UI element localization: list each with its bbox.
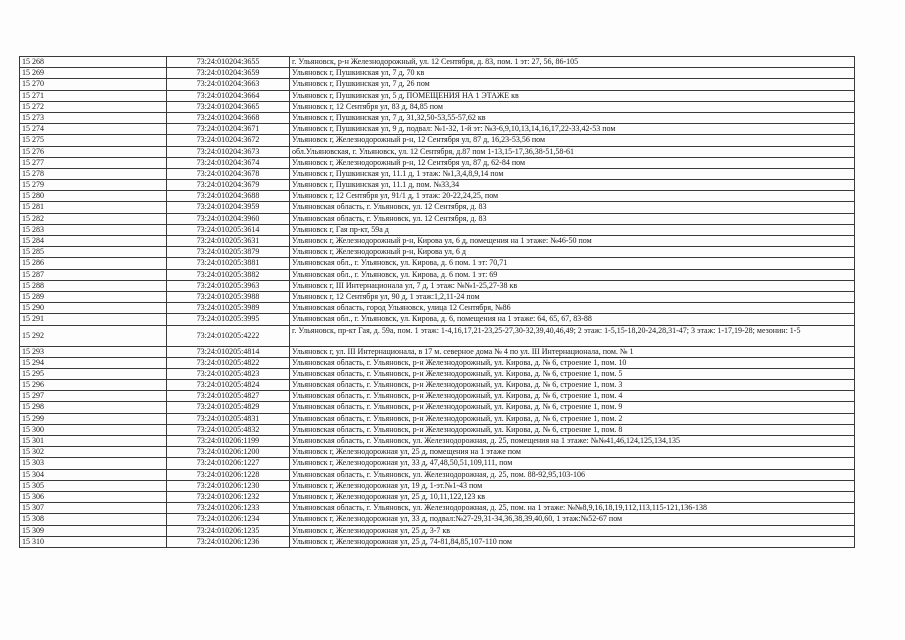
register-table xyxy=(19,56,855,548)
table-row xyxy=(20,314,855,325)
table-row xyxy=(20,191,855,202)
cadastral-number: 73:24:010205:3614 xyxy=(167,224,290,235)
address-cell: Ульяновская область, г. Ульяновск, р-н Железнодорожный, ул. Кирова, д. № 6, строение 1, пом. 9 xyxy=(290,402,855,413)
row-number: 15 294 xyxy=(20,357,167,368)
table-row xyxy=(20,436,855,447)
cadastral-number: 73:24:010206:1233 xyxy=(167,503,290,514)
cadastral-number: 73:24:010204:3959 xyxy=(167,202,290,213)
cadastral-number: 73:24:010205:3879 xyxy=(167,247,290,258)
address-cell: Ульяновская область, г. Ульяновск, ул. Железнодорожная, д. 25, пом. на 1 этаже: №№8,9,16,18,19,112,113,115-121,136-138 xyxy=(290,503,855,514)
row-number: 15 308 xyxy=(20,514,167,525)
row-number: 15 283 xyxy=(20,224,167,235)
cadastral-number: 73:24:010205:4814 xyxy=(167,346,290,357)
cadastral-number: 73:24:010204:3665 xyxy=(167,101,290,112)
table-row xyxy=(20,269,855,280)
row-number: 15 297 xyxy=(20,391,167,402)
table-row xyxy=(20,480,855,491)
address-cell: Ульяновская область, г. Ульяновск, р-н Железнодорожный, ул. Кирова, д. № 6, строение 1, пом. 10 xyxy=(290,357,855,368)
row-number: 15 273 xyxy=(20,112,167,123)
address-cell: Ульяновск г, III Интернационала ул, 7 д, 1 этаж: №№1-25,27-38 кв xyxy=(290,280,855,291)
cadastral-number: 73:24:010205:4824 xyxy=(167,380,290,391)
address-cell: Ульяновск г, Железнодорожный р-н, Кирова ул, 6 д xyxy=(290,247,855,258)
table-row xyxy=(20,503,855,514)
row-number: 15 295 xyxy=(20,368,167,379)
row-number: 15 309 xyxy=(20,525,167,536)
table-row xyxy=(20,135,855,146)
cadastral-number: 73:24:010205:3631 xyxy=(167,236,290,247)
row-number: 15 291 xyxy=(20,314,167,325)
address-cell: г. Ульяновск, р-н Железнодорожный, ул. 12 Сентября, д. 83, пом. 1 эт: 27, 56, 86-105 xyxy=(290,57,855,68)
table-row xyxy=(20,413,855,424)
cadastral-number: 73:24:010205:3989 xyxy=(167,303,290,314)
table-row xyxy=(20,168,855,179)
address-cell: обл.Ульяновская, г. Ульяновск, ул. 12 Сентября, д.87 пом 1-13,15-17,36,38-51,58-61 xyxy=(290,146,855,157)
cadastral-number: 73:24:010206:1199 xyxy=(167,436,290,447)
cadastral-number: 73:24:010204:3688 xyxy=(167,191,290,202)
table-row xyxy=(20,525,855,536)
cadastral-number: 73:24:010206:1200 xyxy=(167,447,290,458)
table-row xyxy=(20,391,855,402)
row-number: 15 286 xyxy=(20,258,167,269)
address-cell: г. Ульяновск, пр-кт Гая, д. 59а, пом. 1 этаж: 1-4,16,17,21-23,25-27,30-32,39,40,46,49; 2 этаж: 1-5,15-18,20-24,28,31-47; 3 этаж: 1-17,19-28; мезонин: 1-5 xyxy=(290,325,855,346)
table-row xyxy=(20,124,855,135)
cadastral-number: 73:24:010204:3674 xyxy=(167,157,290,168)
table-row xyxy=(20,536,855,547)
table-row xyxy=(20,101,855,112)
cadastral-number: 73:24:010205:4827 xyxy=(167,391,290,402)
row-number: 15 290 xyxy=(20,303,167,314)
address-cell: Ульяновская область, город Ульяновск, улица 12 Сентября, №86 xyxy=(290,303,855,314)
row-number: 15 288 xyxy=(20,280,167,291)
row-number: 15 279 xyxy=(20,180,167,191)
cadastral-number: 73:24:010206:1230 xyxy=(167,480,290,491)
table-row xyxy=(20,357,855,368)
row-number: 15 303 xyxy=(20,458,167,469)
cadastral-number: 73:24:010205:3881 xyxy=(167,258,290,269)
row-number: 15 307 xyxy=(20,503,167,514)
address-cell: Ульяновск г, Пушкинская ул, 7 д, 26 пом xyxy=(290,79,855,90)
address-cell: Ульяновск г, Железнодорожный р-н, Кирова ул, 6 д, помещения на 1 этаже: №46-50 пом xyxy=(290,236,855,247)
row-number: 15 276 xyxy=(20,146,167,157)
cadastral-number: 73:24:010206:1234 xyxy=(167,514,290,525)
register-table-body xyxy=(20,57,855,548)
cadastral-number: 73:24:010204:3663 xyxy=(167,79,290,90)
row-number: 15 280 xyxy=(20,191,167,202)
cadastral-number: 73:24:010205:4822 xyxy=(167,357,290,368)
address-cell: Ульяновск г, 12 Сентября ул, 83 д, 84,85 пом xyxy=(290,101,855,112)
row-number: 15 296 xyxy=(20,380,167,391)
cadastral-number: 73:24:010204:3659 xyxy=(167,68,290,79)
cadastral-number: 73:24:010204:3678 xyxy=(167,168,290,179)
cadastral-number: 73:24:010206:1236 xyxy=(167,536,290,547)
address-cell: Ульяновск г, Пушкинская ул, 7 д, 70 кв xyxy=(290,68,855,79)
table-row xyxy=(20,291,855,302)
table-row xyxy=(20,380,855,391)
cadastral-number: 73:24:010204:3679 xyxy=(167,180,290,191)
address-cell: Ульяновск г, Пушкинская ул, 9 д, подвал: №1-32, 1-й эт: №3-6,9,10,13,14,16,17,22-33,42-53 пом xyxy=(290,124,855,135)
row-number: 15 284 xyxy=(20,236,167,247)
table-row xyxy=(20,280,855,291)
address-cell: Ульяновск г, Железнодорожный р-н, 12 Сентября ул, 87 д, 16,23-53,56 пом xyxy=(290,135,855,146)
address-cell: Ульяновская обл., г. Ульяновск, ул. Кирова, д. 6, помещения на 1 этаже: 64, 65, 67, 83-88 xyxy=(290,314,855,325)
table-row xyxy=(20,90,855,101)
table-row xyxy=(20,258,855,269)
row-number: 15 310 xyxy=(20,536,167,547)
row-number: 15 275 xyxy=(20,135,167,146)
row-number: 15 293 xyxy=(20,346,167,357)
table-row xyxy=(20,112,855,123)
row-number: 15 282 xyxy=(20,213,167,224)
table-row xyxy=(20,402,855,413)
cadastral-number: 73:24:010204:3664 xyxy=(167,90,290,101)
address-cell: Ульяновская область, г. Ульяновск, р-н Железнодорожный, ул. Кирова, д. № 6, строение 1, пом. 3 xyxy=(290,380,855,391)
cadastral-number: 73:24:010204:3668 xyxy=(167,112,290,123)
address-cell: Ульяновская область, г. Ульяновск, ул. 12 Сентября, д. 83 xyxy=(290,202,855,213)
table-row xyxy=(20,368,855,379)
address-cell: Ульяновск г, Пушкинская ул, 11.1 д, 1 этаж: №1,3,4,8,9,14 пом xyxy=(290,168,855,179)
row-number: 15 287 xyxy=(20,269,167,280)
address-cell: Ульяновская обл., г. Ульяновск, ул. Кирова, д. 6 пом. 1 эт: 70,71 xyxy=(290,258,855,269)
table-row xyxy=(20,247,855,258)
row-number: 15 305 xyxy=(20,480,167,491)
table-row xyxy=(20,236,855,247)
cadastral-number: 73:24:010205:3995 xyxy=(167,314,290,325)
table-row xyxy=(20,213,855,224)
table-row xyxy=(20,157,855,168)
address-cell: Ульяновск г, 12 Сентября ул, 90 д, 1 этаж:1,2,11-24 пом xyxy=(290,291,855,302)
cadastral-number: 73:24:010204:3960 xyxy=(167,213,290,224)
row-number: 15 298 xyxy=(20,402,167,413)
table-row xyxy=(20,303,855,314)
row-number: 15 292 xyxy=(20,325,167,346)
cadastral-number: 73:24:010204:3672 xyxy=(167,135,290,146)
row-number: 15 299 xyxy=(20,413,167,424)
address-cell: Ульяновская обл., г. Ульяновск, ул. Кирова, д. 6 пом. 1 эт: 69 xyxy=(290,269,855,280)
table-row xyxy=(20,224,855,235)
cadastral-number: 73:24:010205:4831 xyxy=(167,413,290,424)
address-cell: Ульяновская область, г. Ульяновск, р-н Железнодорожный, ул. Кирова, д. № 6, строение 1, пом. 8 xyxy=(290,424,855,435)
address-cell: Ульяновск г, Железнодорожная ул, 25 д, помещения на 1 этаже пом xyxy=(290,447,855,458)
table-row xyxy=(20,180,855,191)
table-row xyxy=(20,68,855,79)
table-row xyxy=(20,491,855,502)
table-row xyxy=(20,469,855,480)
address-cell: Ульяновская область, г. Ульяновск, р-н Железнодорожный, ул. Кирова, д. № 6, строение 1, пом. 4 xyxy=(290,391,855,402)
cadastral-number: 73:24:010204:3671 xyxy=(167,124,290,135)
address-cell: Ульяновск г, Пушкинская ул, 5 д, ПОМЕЩЕНИЯ НА 1 ЭТАЖЕ кв xyxy=(290,90,855,101)
cadastral-number: 73:24:010205:3963 xyxy=(167,280,290,291)
cadastral-number: 73:24:010205:4222 xyxy=(167,325,290,346)
row-number: 15 285 xyxy=(20,247,167,258)
row-number: 15 274 xyxy=(20,124,167,135)
row-number: 15 269 xyxy=(20,68,167,79)
cadastral-number: 73:24:010206:1228 xyxy=(167,469,290,480)
cadastral-number: 73:24:010206:1227 xyxy=(167,458,290,469)
address-cell: Ульяновск г, 12 Сентября ул, 91/1 д, 1 этаж: 20-22,24,25, пом xyxy=(290,191,855,202)
cadastral-number: 73:24:010205:3988 xyxy=(167,291,290,302)
table-row xyxy=(20,447,855,458)
table-row xyxy=(20,79,855,90)
row-number: 15 306 xyxy=(20,491,167,502)
address-cell: Ульяновск г, Железнодорожная ул, 19 д, 1-эт.№1-43 пом xyxy=(290,480,855,491)
table-row xyxy=(20,325,855,346)
row-number: 15 278 xyxy=(20,168,167,179)
cadastral-number: 73:24:010205:3882 xyxy=(167,269,290,280)
address-cell: Ульяновск г, Пушкинская ул, 11.1 д, пом. №33,34 xyxy=(290,180,855,191)
table-row xyxy=(20,146,855,157)
row-number: 15 270 xyxy=(20,79,167,90)
address-cell: Ульяновская область, г. Ульяновск, ул. Железнодорожная, д. 25, пом. 88-92,95,103-106 xyxy=(290,469,855,480)
row-number: 15 304 xyxy=(20,469,167,480)
address-cell: Ульяновск г, ул. III Интернационала, в 17 м. северное дома № 4 по ул. III Интернационала, пом. № 1 xyxy=(290,346,855,357)
address-cell: Ульяновск г, Железнодорожная ул, 33 д, 47,48,50,51,109,111, пом xyxy=(290,458,855,469)
row-number: 15 268 xyxy=(20,57,167,68)
address-cell: Ульяновск г, Железнодорожная ул, 25 д, 10,11,122,123 кв xyxy=(290,491,855,502)
address-cell: Ульяновск г, Гая пр-кт, 59а д xyxy=(290,224,855,235)
table-row xyxy=(20,346,855,357)
row-number: 15 302 xyxy=(20,447,167,458)
row-number: 15 277 xyxy=(20,157,167,168)
address-cell: Ульяновская область, г. Ульяновск, ул. Железнодорожная, д. 25, помещения на 1 этаже: №№41,46,124,125,134,135 xyxy=(290,436,855,447)
cadastral-number: 73:24:010205:4829 xyxy=(167,402,290,413)
address-cell: Ульяновская область, г. Ульяновск, р-н Железнодорожный, ул. Кирова, д. № 6, строение 1, пом. 5 xyxy=(290,368,855,379)
table-row xyxy=(20,514,855,525)
row-number: 15 301 xyxy=(20,436,167,447)
cadastral-number: 73:24:010205:4823 xyxy=(167,368,290,379)
row-number: 15 281 xyxy=(20,202,167,213)
cadastral-number: 73:24:010206:1232 xyxy=(167,491,290,502)
row-number: 15 272 xyxy=(20,101,167,112)
table-row xyxy=(20,424,855,435)
row-number: 15 300 xyxy=(20,424,167,435)
cadastral-number: 73:24:010204:3673 xyxy=(167,146,290,157)
row-number: 15 289 xyxy=(20,291,167,302)
address-cell: Ульяновск г, Пушкинская ул, 7 д, 31,32,50-53,55-57,62 кв xyxy=(290,112,855,123)
cadastral-number: 73:24:010204:3655 xyxy=(167,57,290,68)
cadastral-number: 73:24:010206:1235 xyxy=(167,525,290,536)
cadastral-number: 73:24:010205:4832 xyxy=(167,424,290,435)
address-cell: Ульяновск г, Железнодорожный р-н, 12 Сентября ул, 87 д, 62-84 пом xyxy=(290,157,855,168)
table-row xyxy=(20,57,855,68)
address-cell: Ульяновск г, Железнодорожная ул, 25 д, 3-7 кв xyxy=(290,525,855,536)
table-row xyxy=(20,458,855,469)
address-cell: Ульяновская область, г. Ульяновск, р-н Железнодорожный, ул. Кирова, д. № 6, строение 1, пом. 2 xyxy=(290,413,855,424)
address-cell: Ульяновск г, Железнодорожная ул, 33 д, подвал:№27-29,31-34,36,38,39,40,60, 1 этаж:№52-67 пом xyxy=(290,514,855,525)
table-row xyxy=(20,202,855,213)
address-cell: Ульяновск г, Железнодорожная ул, 25 д, 74-81,84,85,107-110 пом xyxy=(290,536,855,547)
address-cell: Ульяновская область, г. Ульяновск, ул. 12 Сентября, д. 83 xyxy=(290,213,855,224)
row-number: 15 271 xyxy=(20,90,167,101)
